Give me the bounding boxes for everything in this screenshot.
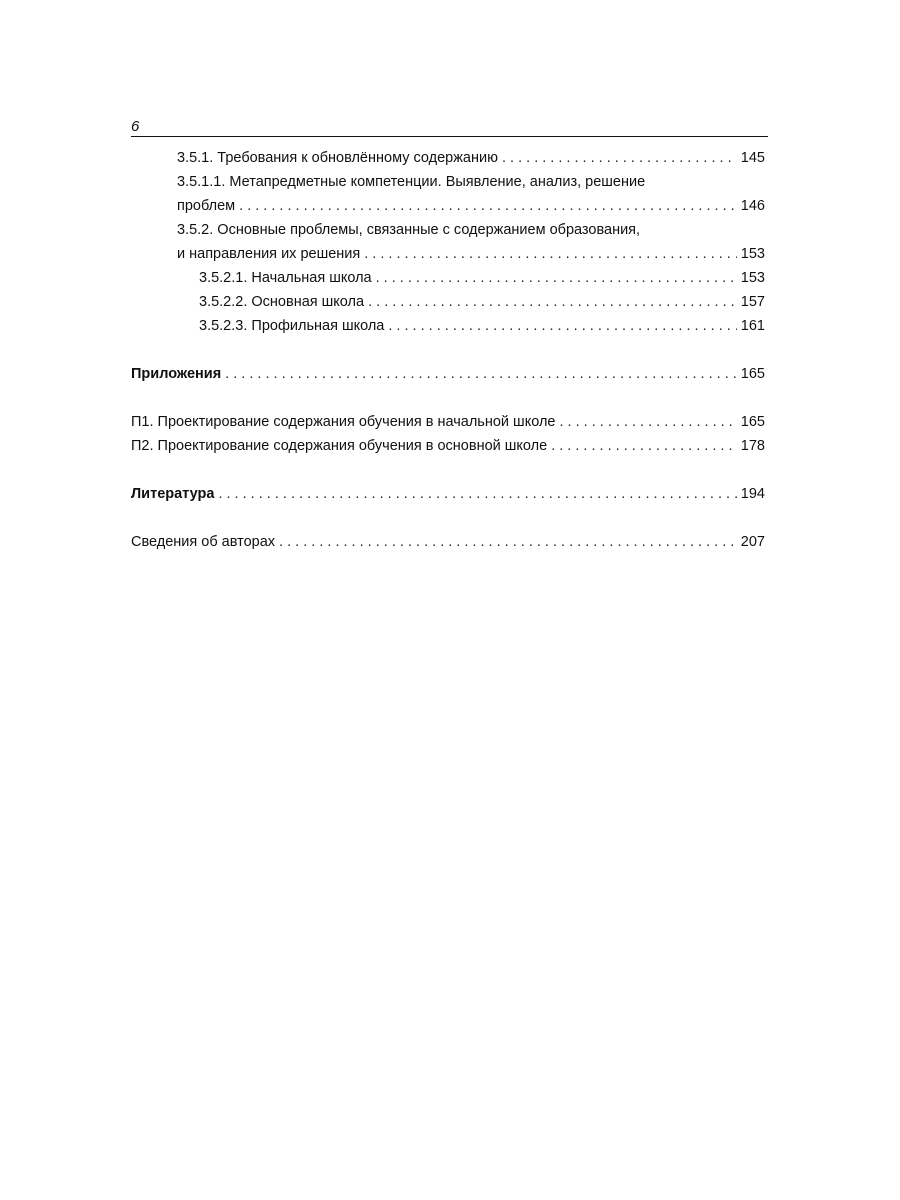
toc-entry-page: 178 — [740, 438, 765, 454]
toc-entry-title: П1. Проектирование содержания обучения в начальной школе — [131, 414, 556, 430]
toc-entry-page: 207 — [740, 534, 765, 550]
leader-dots — [388, 314, 736, 338]
toc-entry[interactable] — [131, 410, 765, 434]
leader-dots — [218, 482, 736, 506]
toc-entry[interactable] — [131, 242, 765, 266]
leader-dots — [239, 194, 737, 218]
toc-entry-title: 3.5.1. Требования к обновлённому содержанию — [177, 150, 498, 166]
leader-dots — [376, 266, 737, 290]
toc-entry[interactable] — [131, 290, 765, 314]
toc-entry-title: 3.5.2.2. Основная школа — [199, 294, 365, 310]
toc-entry-title: и направления их решения — [177, 246, 361, 262]
toc-entry-title: Литература — [131, 486, 215, 502]
toc-entry-title-line1: 3.5.1.1. Метапредметные компетенции. Выявление, анализ, решение — [177, 174, 646, 190]
toc-entry-page: 153 — [740, 246, 765, 262]
spacer — [131, 458, 765, 482]
toc-entry[interactable] — [131, 530, 765, 554]
toc-entry-first-line — [131, 170, 765, 194]
toc-entry-page: 165 — [740, 414, 765, 430]
leader-dots — [502, 146, 737, 170]
toc-entry-page: 161 — [740, 318, 765, 334]
leader-dots — [551, 434, 737, 458]
toc-entry-title: Сведения об авторах — [131, 534, 276, 550]
leader-dots — [364, 242, 737, 266]
header-rule — [131, 136, 768, 137]
toc-entry-title-line1: 3.5.2. Основные проблемы, связанные с содержанием образования, — [177, 222, 641, 238]
page-number: 6 — [131, 118, 140, 135]
table-of-contents — [131, 146, 765, 554]
toc-entry-title: Приложения — [131, 366, 222, 382]
toc-entry[interactable] — [131, 482, 765, 506]
toc-entry-title: 3.5.2.3. Профильная школа — [199, 318, 385, 334]
toc-entry-title: П2. Проектирование содержания обучения в основной школе — [131, 438, 548, 454]
spacer — [131, 386, 765, 410]
spacer — [131, 338, 765, 362]
toc-entry[interactable] — [131, 194, 765, 218]
toc-entry[interactable] — [131, 266, 765, 290]
leader-dots — [225, 362, 737, 386]
toc-entry[interactable] — [131, 434, 765, 458]
toc-entry-page: 157 — [740, 294, 765, 310]
toc-entry[interactable] — [131, 362, 765, 386]
toc-entry-page: 145 — [740, 150, 765, 166]
toc-entry[interactable] — [131, 314, 765, 338]
toc-entry[interactable] — [131, 146, 765, 170]
leader-dots — [279, 530, 737, 554]
spacer — [131, 506, 765, 530]
toc-entry-first-line — [131, 218, 765, 242]
toc-entry-page: 194 — [740, 486, 765, 502]
toc-entry-page: 146 — [740, 198, 765, 214]
toc-entry-page: 153 — [740, 270, 765, 286]
toc-entry-title: проблем — [177, 198, 236, 214]
leader-dots — [559, 410, 736, 434]
toc-entry-page: 165 — [740, 366, 765, 382]
leader-dots — [368, 290, 737, 314]
toc-entry-title: 3.5.2.1. Начальная школа — [199, 270, 372, 286]
